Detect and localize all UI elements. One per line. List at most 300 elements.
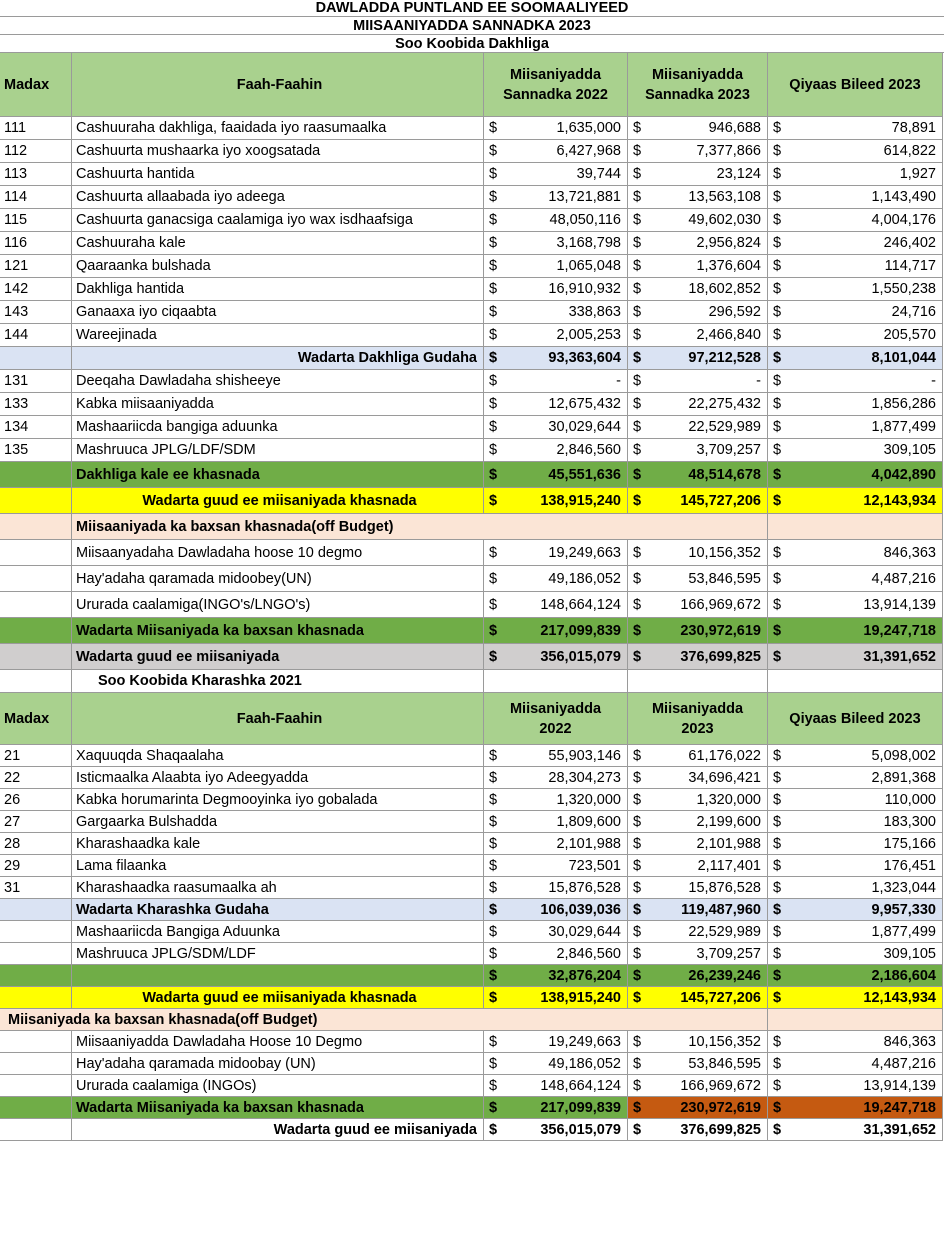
code-cell-text: 113 [4,166,28,182]
code-cell[interactable] [0,117,72,140]
amount-value: 49,186,052 [548,570,621,587]
code-cell[interactable] [0,416,72,439]
currency-symbol: $ [773,442,782,458]
monthly-estimate-cell[interactable] [768,644,943,670]
description-cell[interactable] [72,987,484,1009]
code-cell[interactable] [0,877,72,899]
description-cell[interactable] [72,1097,484,1119]
value-2022-cell[interactable] [484,324,628,347]
value-2022-cell[interactable] [484,566,628,592]
description-cell[interactable] [72,370,484,393]
code-cell[interactable] [0,767,72,789]
col-header-monthly-text: Qiyaas Bileed 2023 [789,710,921,727]
description-cell[interactable] [72,833,484,855]
description-cell[interactable] [72,393,484,416]
description-cell[interactable] [72,540,484,566]
code-cell[interactable] [0,987,72,1009]
monthly-estimate-cell[interactable] [768,163,943,186]
revenue-row [0,301,944,324]
value-2022-cell[interactable] [484,833,628,855]
value-2023-cell[interactable] [628,1031,768,1053]
col-header-2023-line2: 2023 [681,720,714,737]
expense-heading[interactable] [72,670,484,693]
monthly-estimate-cell[interactable] [768,899,943,921]
amount-value: 205,570 [883,327,936,343]
amount-value: - [756,373,761,389]
description-cell[interactable] [72,140,484,163]
currency-symbol: $ [489,923,498,940]
code-cell-text: 142 [4,281,29,297]
amount-value: 1,143,490 [871,189,936,205]
value-2022-cell[interactable] [484,232,628,255]
description-cell[interactable] [72,117,484,140]
amount-value: 1,635,000 [556,120,621,136]
amount-value: 8,101,044 [871,350,936,366]
description-cell[interactable] [72,618,484,644]
amount-value: 217,099,839 [540,1099,621,1116]
value-2023-cell[interactable] [628,1075,768,1097]
description-cell[interactable] [72,767,484,789]
code-cell[interactable] [0,540,72,566]
value-2022-cell[interactable] [484,618,628,644]
amount-value: 246,402 [883,235,936,251]
value-2023-cell[interactable] [628,767,768,789]
value-2022-cell[interactable] [484,767,628,789]
code-cell[interactable] [0,393,72,416]
code-cell[interactable] [0,301,72,324]
description-cell-text: Mashruuca JPLG/SDM/LDF [76,945,256,962]
value-2023-cell[interactable] [628,1097,768,1119]
value-2022-cell[interactable] [484,943,628,965]
empty-cell[interactable] [0,514,72,540]
value-2023-cell[interactable] [628,370,768,393]
description-cell[interactable] [72,278,484,301]
monthly-estimate-cell[interactable] [768,186,943,209]
value-2022-cell[interactable] [484,370,628,393]
value-2023-cell[interactable] [628,488,768,514]
col-header-2022[interactable] [484,693,628,745]
code-cell[interactable] [0,592,72,618]
monthly-estimate-cell[interactable] [768,965,943,987]
code-cell[interactable] [0,370,72,393]
value-2022-cell[interactable] [484,140,628,163]
currency-symbol: $ [489,769,498,786]
monthly-estimate-cell[interactable] [768,324,943,347]
currency-symbol: $ [633,466,642,483]
col-header-2023[interactable] [628,693,768,745]
monthly-estimate-cell[interactable] [768,811,943,833]
value-2023-cell[interactable] [628,833,768,855]
code-cell[interactable] [0,324,72,347]
amount-value: 10,156,352 [688,1033,761,1050]
value-2022-cell[interactable] [484,789,628,811]
description-cell[interactable] [72,566,484,592]
monthly-estimate-cell[interactable] [768,1097,943,1119]
code-cell[interactable] [0,833,72,855]
description-cell[interactable] [72,186,484,209]
value-2023-cell[interactable] [628,347,768,370]
monthly-estimate-cell[interactable] [768,370,943,393]
value-2022-cell[interactable] [484,462,628,488]
description-cell-text: Wadarta guud ee miisaniyada khasnada [142,989,417,1006]
currency-symbol: $ [633,235,642,251]
code-cell[interactable] [0,1097,72,1119]
monthly-estimate-cell[interactable] [768,592,943,618]
code-cell[interactable] [0,255,72,278]
expense-header-row [0,693,944,745]
value-2023-cell[interactable] [628,324,768,347]
code-cell[interactable] [0,163,72,186]
code-cell[interactable] [0,462,72,488]
expense-offbudget-row [0,1075,944,1097]
value-2023-cell[interactable] [628,393,768,416]
code-cell[interactable] [0,855,72,877]
value-2023-cell[interactable] [628,462,768,488]
value-2023-cell[interactable] [628,789,768,811]
code-cell[interactable] [0,921,72,943]
value-2023-cell[interactable] [628,592,768,618]
monthly-estimate-cell[interactable] [768,789,943,811]
description-cell[interactable] [72,1075,484,1097]
currency-symbol: $ [633,304,642,320]
description-cell[interactable] [72,1031,484,1053]
code-cell-text: 143 [4,304,29,320]
currency-symbol: $ [773,258,782,274]
description-cell-text: Mashaariicda Bangiga Aduunka [76,923,280,940]
description-cell-text: Wadarta Dakhliga Gudaha [297,350,477,366]
value-2022-cell[interactable] [484,1075,628,1097]
value-2023-cell[interactable] [628,1053,768,1075]
description-cell[interactable] [72,811,484,833]
currency-symbol: $ [773,419,782,435]
monthly-estimate-cell[interactable] [768,140,943,163]
col-header-description[interactable] [72,693,484,745]
description-cell[interactable] [72,232,484,255]
value-2023-cell[interactable] [628,965,768,987]
monthly-estimate-cell[interactable] [768,278,943,301]
value-2023-cell[interactable] [628,278,768,301]
description-cell[interactable] [72,439,484,462]
description-cell[interactable] [72,255,484,278]
value-2023-cell[interactable] [628,540,768,566]
code-cell[interactable] [0,1119,72,1141]
value-2022-cell[interactable] [484,163,628,186]
amount-value: 3,709,257 [696,945,761,962]
amount-value: 2,186,604 [871,967,936,984]
empty-cell[interactable] [484,670,628,693]
expense-heading-row [0,670,944,693]
description-cell[interactable] [72,644,484,670]
currency-symbol: $ [633,879,642,896]
col-header-2023[interactable] [628,53,768,117]
description-cell[interactable] [72,789,484,811]
value-2023-cell[interactable] [628,921,768,943]
amount-value: 55,903,146 [548,747,621,764]
code-cell-text: 135 [4,442,29,458]
monthly-estimate-cell[interactable] [768,833,943,855]
value-2022-cell[interactable] [484,745,628,767]
monthly-estimate-cell[interactable] [768,439,943,462]
monthly-estimate-cell[interactable] [768,301,943,324]
empty-cell[interactable] [768,670,943,693]
expense-heading-text: Soo Koobida Kharashka 2021 [98,673,302,689]
code-cell[interactable] [0,811,72,833]
value-2022-cell[interactable] [484,278,628,301]
value-2022-cell[interactable] [484,301,628,324]
monthly-estimate-cell[interactable] [768,921,943,943]
value-2023-cell[interactable] [628,186,768,209]
amount-value: 2,891,368 [871,769,936,786]
currency-symbol: $ [633,419,642,435]
code-cell[interactable] [0,347,72,370]
value-2023-cell[interactable] [628,163,768,186]
code-cell[interactable] [0,1053,72,1075]
code-cell[interactable] [0,488,72,514]
monthly-estimate-cell[interactable] [768,745,943,767]
code-cell[interactable] [0,1075,72,1097]
monthly-estimate-cell[interactable] [768,1119,943,1141]
description-cell-text: Cashuuraha dakhliga, faaidada iyo raasumaalka [76,120,387,136]
value-2023-cell[interactable] [628,644,768,670]
revenue-header-row [0,53,944,117]
description-cell[interactable] [72,416,484,439]
value-2022-cell[interactable] [484,1119,628,1141]
value-2022-cell[interactable] [484,921,628,943]
monthly-estimate-cell[interactable] [768,1031,943,1053]
currency-symbol: $ [633,596,642,613]
currency-symbol: $ [489,596,498,613]
title-line-1-text: DAWLADDA PUNTLAND EE SOOMAALIYEED [315,0,629,16]
value-2022-cell[interactable] [484,899,628,921]
code-cell[interactable] [0,1031,72,1053]
empty-cell[interactable] [768,1009,943,1031]
value-2022-cell[interactable] [484,1097,628,1119]
monthly-estimate-cell[interactable] [768,209,943,232]
code-cell[interactable] [0,140,72,163]
currency-symbol: $ [773,989,782,1006]
description-cell[interactable] [72,1053,484,1075]
col-header-description[interactable] [72,53,484,117]
amount-value: 48,514,678 [688,466,761,483]
value-2022-cell[interactable] [484,877,628,899]
value-2022-cell[interactable] [484,540,628,566]
value-2022-cell[interactable] [484,987,628,1009]
value-2022-cell[interactable] [484,117,628,140]
code-cell[interactable] [0,278,72,301]
monthly-estimate-cell[interactable] [768,877,943,899]
empty-cell[interactable] [0,670,72,693]
value-2023-cell[interactable] [628,1119,768,1141]
monthly-estimate-cell[interactable] [768,618,943,644]
code-cell[interactable] [0,186,72,209]
value-2023-cell[interactable] [628,855,768,877]
col-header-2023-line1: Miisaniyadda [651,700,744,717]
code-cell-text: 28 [4,835,21,852]
value-2022-cell[interactable] [484,439,628,462]
monthly-estimate-cell[interactable] [768,232,943,255]
code-cell[interactable] [0,644,72,670]
value-2023-cell[interactable] [628,811,768,833]
code-cell-text: 29 [4,857,21,874]
description-cell-text: Wadarta guud ee miisaniyada khasnada [142,492,417,509]
description-cell[interactable] [72,877,484,899]
description-cell-text: Hay'adaha qaramada midoobey(UN) [76,570,312,587]
amount-value: 217,099,839 [540,622,621,639]
revenue-offbudget-row [0,592,944,618]
monthly-estimate-cell[interactable] [768,943,943,965]
amount-value: 376,699,825 [680,1121,761,1138]
code-cell[interactable] [0,943,72,965]
value-2023-cell[interactable] [628,140,768,163]
amount-value: 4,004,176 [871,212,936,228]
col-header-code[interactable] [0,693,72,745]
description-cell-text: Mashaariicda bangiga aduunka [76,419,278,435]
amount-value: 2,466,840 [696,327,761,343]
code-cell[interactable] [0,232,72,255]
monthly-estimate-cell[interactable] [768,416,943,439]
revenue-offbudget-heading-label[interactable] [72,514,768,540]
code-cell-text: 114 [4,189,28,205]
value-2022-cell[interactable] [484,1053,628,1075]
amount-value: 846,363 [883,1033,936,1050]
value-2023-cell[interactable] [628,987,768,1009]
value-2022-cell[interactable] [484,592,628,618]
description-cell[interactable] [72,899,484,921]
code-cell[interactable] [0,209,72,232]
description-cell[interactable] [72,745,484,767]
code-cell[interactable] [0,899,72,921]
currency-symbol: $ [633,622,642,639]
value-2023-cell[interactable] [628,566,768,592]
value-2023-cell[interactable] [628,301,768,324]
description-cell[interactable] [72,347,484,370]
col-header-monthly[interactable] [768,53,943,117]
currency-symbol: $ [633,648,642,665]
value-2023-cell[interactable] [628,117,768,140]
currency-symbol: $ [773,466,782,483]
code-cell[interactable] [0,745,72,767]
value-2023-cell[interactable] [628,439,768,462]
value-2023-cell[interactable] [628,618,768,644]
amount-value: 1,877,499 [871,923,936,940]
empty-cell[interactable] [628,670,768,693]
expense-offbudget-heading-label[interactable] [0,1009,768,1031]
col-header-monthly[interactable] [768,693,943,745]
monthly-estimate-cell[interactable] [768,462,943,488]
description-cell-text: Dakhliga hantida [76,281,185,297]
code-cell-text: 27 [4,813,21,830]
monthly-estimate-cell[interactable] [768,347,943,370]
description-cell[interactable] [72,324,484,347]
value-2023-cell[interactable] [628,416,768,439]
amount-value: 15,876,528 [548,879,621,896]
value-2022-cell[interactable] [484,255,628,278]
empty-cell[interactable] [768,514,943,540]
description-cell[interactable] [72,592,484,618]
code-cell[interactable] [0,566,72,592]
value-2023-cell[interactable] [628,255,768,278]
description-cell[interactable] [72,921,484,943]
code-cell[interactable] [0,618,72,644]
value-2023-cell[interactable] [628,877,768,899]
description-cell-text: Hay'adaha qaramada midoobay (UN) [76,1055,316,1072]
currency-symbol: $ [773,235,782,251]
value-2023-cell[interactable] [628,232,768,255]
monthly-estimate-cell[interactable] [768,987,943,1009]
value-2022-cell[interactable] [484,209,628,232]
code-cell[interactable] [0,789,72,811]
currency-symbol: $ [489,350,498,366]
value-2022-cell[interactable] [484,811,628,833]
value-2022-cell[interactable] [484,347,628,370]
col-header-2022[interactable] [484,53,628,117]
col-header-2023-line2: Sannadka 2023 [645,86,750,103]
amount-value: 22,529,989 [688,419,761,435]
description-cell[interactable] [72,965,484,987]
monthly-estimate-cell[interactable] [768,1075,943,1097]
description-cell[interactable] [72,301,484,324]
col-header-code[interactable] [0,53,72,117]
monthly-estimate-cell[interactable] [768,393,943,416]
description-cell[interactable] [72,1119,484,1141]
code-cell-text: 22 [4,769,21,786]
col-header-2022-line1: Miisaniyadda [509,66,602,83]
monthly-estimate-cell[interactable] [768,255,943,278]
value-2022-cell[interactable] [484,644,628,670]
monthly-estimate-cell[interactable] [768,488,943,514]
expense-row [0,767,944,789]
monthly-estimate-cell[interactable] [768,566,943,592]
code-cell[interactable] [0,965,72,987]
monthly-estimate-cell[interactable] [768,767,943,789]
code-cell[interactable] [0,439,72,462]
description-cell-text: Lama filaanka [76,857,167,874]
value-2022-cell[interactable] [484,393,628,416]
value-2022-cell[interactable] [484,416,628,439]
currency-symbol: $ [773,835,782,852]
description-cell[interactable] [72,163,484,186]
col-header-2022-line1: Miisaniyadda [509,700,602,717]
description-cell-text: Deeqaha Dawladaha shisheeye [76,373,281,389]
value-2022-cell[interactable] [484,855,628,877]
monthly-estimate-cell[interactable] [768,855,943,877]
currency-symbol: $ [489,648,498,665]
description-cell[interactable] [72,855,484,877]
currency-symbol: $ [633,967,642,984]
value-2022-cell[interactable] [484,186,628,209]
value-2022-cell[interactable] [484,965,628,987]
currency-symbol: $ [633,570,642,587]
amount-value: 30,029,644 [548,923,621,940]
value-2022-cell[interactable] [484,488,628,514]
description-cell[interactable] [72,462,484,488]
amount-value: 1,323,044 [871,879,936,896]
value-2023-cell[interactable] [628,745,768,767]
value-2023-cell[interactable] [628,943,768,965]
description-cell[interactable] [72,209,484,232]
currency-symbol: $ [633,544,642,561]
value-2023-cell[interactable] [628,209,768,232]
description-cell-text: Wadarta guud ee miisaniyada [76,648,280,665]
description-cell[interactable] [72,943,484,965]
description-cell[interactable] [72,488,484,514]
value-2022-cell[interactable] [484,1031,628,1053]
monthly-estimate-cell[interactable] [768,1053,943,1075]
value-2023-cell[interactable] [628,899,768,921]
monthly-estimate-cell[interactable] [768,540,943,566]
description-cell-text: Wareejinada [76,327,157,343]
monthly-estimate-cell[interactable] [768,117,943,140]
